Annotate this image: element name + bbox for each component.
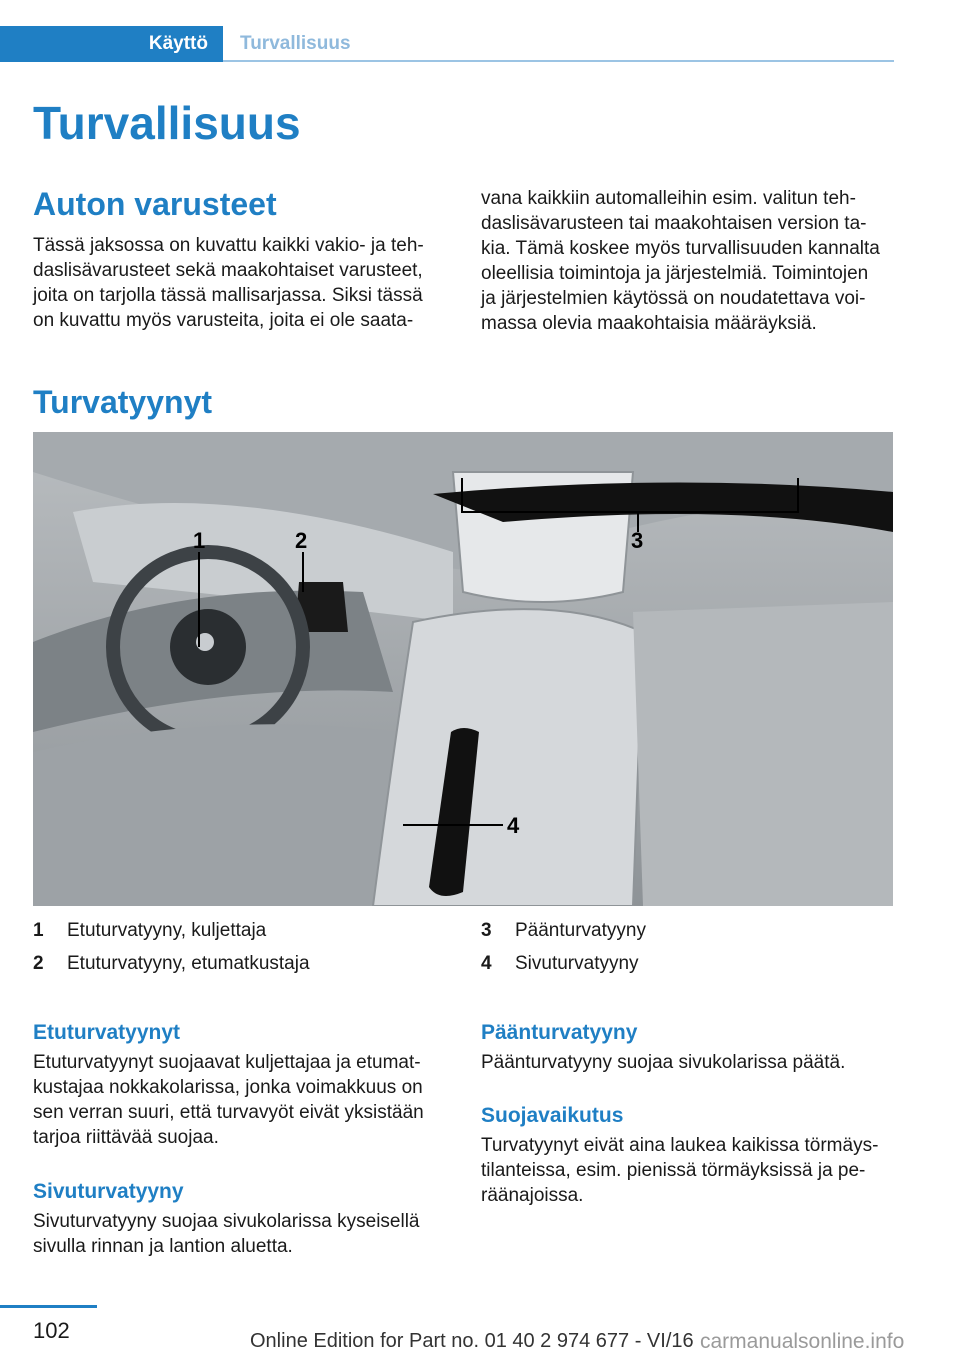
callout-4: 4	[507, 813, 520, 838]
front-airbags-heading: Etuturvatyynyt	[33, 1021, 181, 1044]
seat-backrest	[373, 609, 643, 906]
legend-text: Päänturvatyyny	[515, 920, 646, 941]
text-line: joita on tarjolla tässä mallisarjassa. Siksi tässä	[33, 285, 423, 306]
text-line: räänajoissa.	[481, 1185, 584, 1206]
legend-number: 3	[481, 920, 492, 941]
protection-heading: Suojavaikutus	[481, 1104, 624, 1127]
text-line: sen verran suuri, että turvavyöt eivät yksistään	[33, 1102, 424, 1123]
head-airbag-heading: Päänturvatyyny	[481, 1021, 638, 1044]
legend-text: Sivuturvatyyny	[515, 953, 639, 974]
tab-divider	[223, 60, 894, 62]
airbags-heading: Turvatyynyt	[33, 384, 213, 420]
text-line: Sivuturvatyyny suojaa sivukolarissa kyseisellä	[33, 1211, 420, 1232]
watermark: carmanualsonline.info	[700, 1330, 905, 1353]
legend-item	[481, 914, 646, 947]
page-title: Turvallisuus	[33, 97, 301, 149]
text-line: Päänturvatyyny suojaa sivukolarissa päätä.	[481, 1052, 846, 1073]
text-line: massa olevia maakohtaisia määräyksiä.	[481, 313, 817, 334]
legend-number: 4	[481, 953, 492, 974]
car-interior-drawing	[33, 432, 893, 906]
legend-left	[33, 914, 310, 980]
text-line: ja järjestelmien käytössä on noudatettava voi-	[481, 288, 866, 309]
text-line: tilanteissa, esim. pienissä törmäyksissä ja pe-	[481, 1160, 866, 1181]
tab-kaytto[interactable]: Käyttö	[0, 26, 223, 62]
text-line: sivulla rinnan ja lantion aluetta.	[33, 1236, 293, 1257]
legend-item	[481, 947, 646, 980]
page-number: 102	[33, 1318, 70, 1343]
legend-number: 1	[33, 920, 44, 941]
protection-text	[481, 1133, 901, 1208]
callout-1: 1	[193, 528, 206, 553]
legend-text: Etuturvatyyny, etumatkustaja	[67, 953, 310, 974]
callout-3: 3	[631, 528, 644, 553]
text-line: Etuturvatyynyt suojaavat kuljettajaa ja etumat-	[33, 1052, 421, 1073]
header-tabbar	[0, 26, 894, 62]
text-line: daslisävarusteet sekä maakohtaiset varusteet,	[33, 260, 423, 281]
footer-rule	[0, 1305, 97, 1308]
text-line: kustajaa nokkakolarissa, jonka voimakkuus on	[33, 1077, 423, 1098]
text-line: daslisävarusteen tai maakohtaisen version ta-	[481, 213, 867, 234]
side-airbag-text	[33, 1209, 453, 1259]
legend-item	[33, 947, 310, 980]
callout-2: 2	[295, 528, 308, 553]
intro-col1	[33, 233, 453, 333]
rear-seat-area	[633, 602, 893, 906]
legend-right	[481, 914, 646, 980]
airbag-illustration	[33, 432, 893, 906]
front-airbags-text	[33, 1050, 453, 1150]
text-line: Turvatyynyt eivät aina laukea kaikissa törmäys-	[481, 1135, 879, 1156]
legend-number: 2	[33, 953, 44, 974]
text-line: on kuvattu myös varusteita, joita ei ole saata-	[33, 310, 414, 331]
text-line: tarjoa riittävää suojaa.	[33, 1127, 219, 1148]
edition-text: Online Edition for Part no. 01 40 2 974 677 - VI/16	[250, 1330, 694, 1352]
intro-heading: Auton varusteet	[33, 186, 277, 222]
text-line: oleellisia toimintoja ja järjestelmiä. Toimintojen	[481, 263, 869, 284]
intro-col2	[481, 186, 901, 336]
legend-text: Etuturvatyyny, kuljettaja	[67, 920, 267, 941]
side-airbag-heading: Sivuturvatyyny	[33, 1180, 184, 1203]
text-line: vana kaikkiin automalleihin esim. valitun teh-	[481, 188, 856, 209]
legend-item	[33, 914, 310, 947]
text-line: Tässä jaksossa on kuvattu kaikki vakio- ja teh-	[33, 235, 424, 256]
head-airbag-text	[481, 1050, 901, 1075]
tab-turvallisuus[interactable]: Turvallisuus	[240, 33, 351, 54]
text-line: kia. Tämä koskee myös turvallisuuden kannalta	[481, 238, 880, 259]
